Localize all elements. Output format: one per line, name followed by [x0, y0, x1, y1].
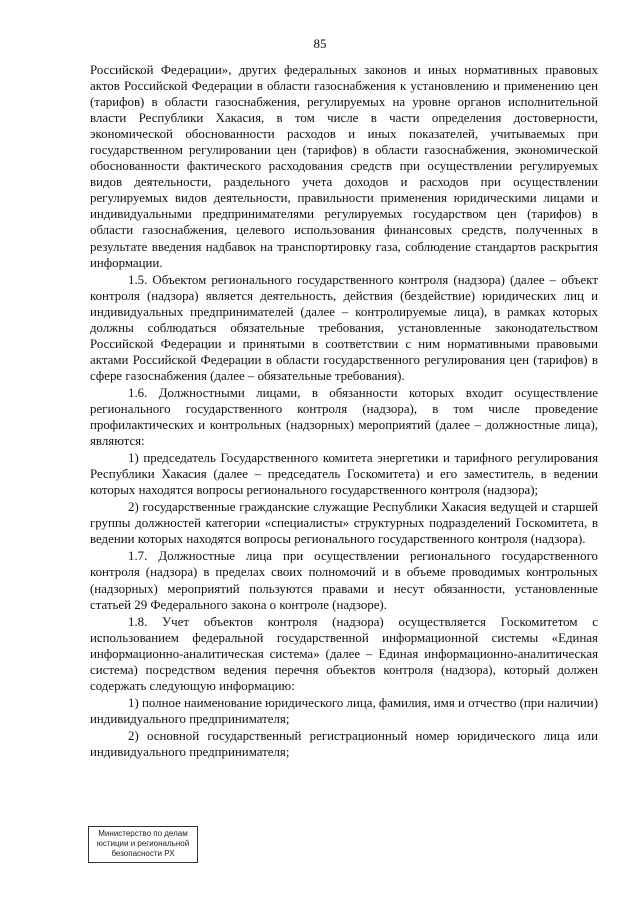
- paragraph-continuation: Российской Федерации», других федеральных законов и иных нормативных правовых актов Российской Федерации в области газоснабжения к установлению и применению цен (тарифов) в области газоснабжения, регулируемых на уровне органов исполнительной власти Республики Хакасия, в том числе в части определения достоверности, экономической обоснованности расходов и иных показателей, учитываемых при государственном регулировании цен (тарифов) в области газоснабжения, экономической обоснованности фактического расходования средств при осуществлении регулируемых видов деятельности, раздельного учета доходов и расходов при осуществлении регулируемых видов деятельности, правильности применения юридическими лицами и индивидуальными предпринимателями регулируемых государством цен (тарифов) в области газоснабжения, целевого использования финансовых средств, полученных в результате введения надбавок на транспортировку газа, соблюдение стандартов раскрытия информации.: [90, 63, 598, 270]
- page-number: 85: [313, 36, 327, 51]
- document-body: [90, 62, 598, 761]
- stamp-line-3: безопасности РХ: [111, 849, 175, 858]
- paragraph-1-5: 1.5. Объектом регионального государственного контроля (надзора) (далее – объект контроля (надзора) является деятельность, действия (бездействие) юридических лиц и индивидуальных предпринимателей (далее – контролируемые лица), в рамках которых должны соблюдаться обязательные требования, установленные законодательством Российской Федерации и принятыми в соответствии с ним нормативными правовыми актами Российской Федерации в области государственного регулирования цен (тарифов) в сфере газоснабжения (далее – обязательные требования).: [90, 272, 598, 383]
- paragraph-1-6: 1.6. Должностными лицами, в обязанности которых входит осуществление регионального государственного контроля (надзора), в том числе проведение профилактических и контрольных (надзорных) мероприятий (далее – должностные лица), являются:: [90, 385, 598, 449]
- paragraph-1-6-item-2: 2) государственные гражданские служащие Республики Хакасия ведущей и старшей группы должностей категории «специалисты» структурных подразделений Госкомитета, в ведении которых находятся вопросы регионального государственного контроля (надзора).: [90, 500, 598, 547]
- stamp-line-2: юстиции и региональной: [96, 839, 190, 848]
- ministry-stamp: [88, 826, 198, 863]
- stamp-line-1: Министерство по делам: [98, 829, 188, 838]
- paragraph-1-6-item-1: 1) председатель Государственного комитета энергетики и тарифного регулирования Республики Хакасия (далее – председатель Госкомитета) и его заместитель, в ведении которых находятся вопросы регионального государственного контроля (надзора);: [90, 451, 598, 498]
- paragraph-1-8-item-1: 1) полное наименование юридического лица, фамилия, имя и отчество (при наличии) индивидуального предпринимателя;: [90, 695, 598, 726]
- paragraph-1-8: 1.8. Учет объектов контроля (надзора) осуществляется Госкомитетом с использованием федеральной государственной информационной системы «Единая информационно-аналитическая система» (далее – Единая информационно-аналитическая система) посредством ведения перечня объектов контроля (надзора), который должен содержать следующую информацию:: [90, 614, 598, 693]
- paragraph-1-7: 1.7. Должностные лица при осуществлении регионального государственного контроля (надзора) в пределах своих полномочий и в объеме проводимых контрольных (надзорных) мероприятий пользуются правами и несут обязанности, установленные статьей 29 Федерального закона о контроле (надзоре).: [90, 549, 598, 612]
- paragraph-1-8-item-2: 2) основной государственный регистрационный номер юридического лица или индивидуального предпринимателя;: [90, 728, 598, 759]
